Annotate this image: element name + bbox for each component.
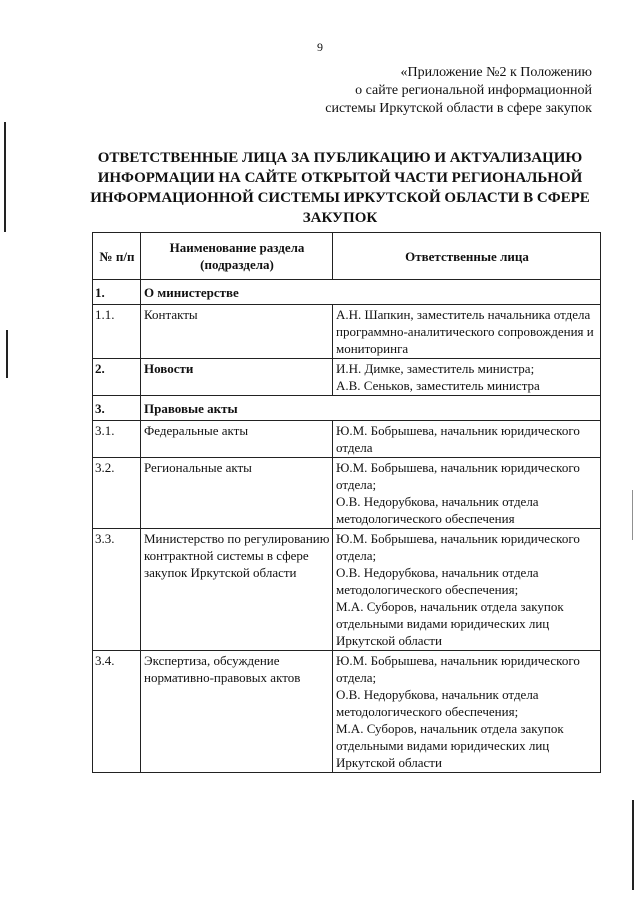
responsible-person: Ю.М. Бобрышева, начальник юридического отдела; <box>336 531 580 563</box>
row-responsible-persons <box>333 458 601 529</box>
table-row <box>93 280 601 305</box>
responsible-person: Ю.М. Бобрышева, начальник юридического отдела; <box>336 653 580 685</box>
table-row <box>93 529 601 651</box>
header-number: № п/п <box>93 233 141 280</box>
row-section-name: Контакты <box>141 305 333 359</box>
appendix-line: системы Иркутской области в сфере закупок <box>325 101 592 116</box>
responsible-person: М.А. Суборов, начальник отдела закупок отдельными видами юридических лиц Иркутской области <box>336 721 564 770</box>
responsible-person: А.Н. Шапкин, заместитель начальника отдела программно-аналитического сопровождения и мониторинга <box>336 307 594 356</box>
responsible-person: М.А. Суборов, начальник отдела закупок отдельными видами юридических лиц Иркутской области <box>336 599 564 648</box>
row-responsible-persons <box>333 651 601 773</box>
table-header-row <box>93 233 601 280</box>
responsible-person: А.В. Сеньков, заместитель министра <box>336 378 540 393</box>
row-number: 3.3. <box>93 529 141 651</box>
row-responsible-persons <box>333 529 601 651</box>
scan-margin-mark <box>6 330 8 378</box>
scan-margin-mark <box>632 490 633 540</box>
row-number: 3. <box>93 396 141 421</box>
table-row <box>93 421 601 458</box>
row-number: 1.1. <box>93 305 141 359</box>
table-body <box>93 280 601 773</box>
responsible-person: Ю.М. Бобрышева, начальник юридического отдела <box>336 423 580 455</box>
responsible-person: Ю.М. Бобрышева, начальник юридического отдела; <box>336 460 580 492</box>
row-responsible-persons <box>333 305 601 359</box>
appendix-note <box>232 64 592 118</box>
row-section-name: Правовые акты <box>141 396 601 421</box>
appendix-line: «Приложение №2 к Положению <box>400 65 592 80</box>
page-number: 9 <box>317 40 323 54</box>
scan-margin-mark <box>4 122 6 232</box>
responsible-person: О.В. Недорубкова, начальник отдела методологического обеспечения; <box>336 687 539 719</box>
document-title: ОТВЕТСТВЕННЫЕ ЛИЦА ЗА ПУБЛИКАЦИЮ И АКТУАЛИЗАЦИЮ ИНФОРМАЦИИ НА САЙТЕ ОТКРЫТОЙ ЧАСТИ РЕГИОНАЛЬНОЙ ИНФОРМАЦИОННОЙ СИСТЕМЫ ИРКУТСКОЙ ОБЛАСТИ В СФЕРЕ ЗАКУПОК <box>90 150 590 226</box>
table-row <box>93 305 601 359</box>
row-section-name: О министерстве <box>141 280 601 305</box>
row-section-name: Министерство по регулированию контрактной системы в сфере закупок Иркутской области <box>141 529 333 651</box>
row-number: 3.2. <box>93 458 141 529</box>
scan-margin-mark <box>632 800 634 890</box>
table-row <box>93 458 601 529</box>
row-section-name: Новости <box>141 359 333 396</box>
row-section-name: Региональные акты <box>141 458 333 529</box>
table-row <box>93 359 601 396</box>
header-section: Наименование раздела (подраздела) <box>141 233 333 280</box>
row-number: 1. <box>93 280 141 305</box>
row-number: 3.1. <box>93 421 141 458</box>
table-row <box>93 396 601 421</box>
row-number: 3.4. <box>93 651 141 773</box>
responsible-persons-table <box>92 232 601 773</box>
responsible-person: О.В. Недорубкова, начальник отдела методологического обеспечения; <box>336 565 539 597</box>
responsible-person: О.В. Недорубкова, начальник отдела методологического обеспечения <box>336 494 539 526</box>
appendix-line: о сайте региональной информационной <box>355 83 592 98</box>
row-section-name: Федеральные акты <box>141 421 333 458</box>
row-section-name: Экспертиза, обсуждение нормативно-правовых актов <box>141 651 333 773</box>
row-responsible-persons <box>333 359 601 396</box>
table-row <box>93 651 601 773</box>
row-number: 2. <box>93 359 141 396</box>
responsible-person: И.Н. Димке, заместитель министра; <box>336 361 535 376</box>
header-responsible: Ответственные лица <box>333 233 601 280</box>
row-responsible-persons <box>333 421 601 458</box>
